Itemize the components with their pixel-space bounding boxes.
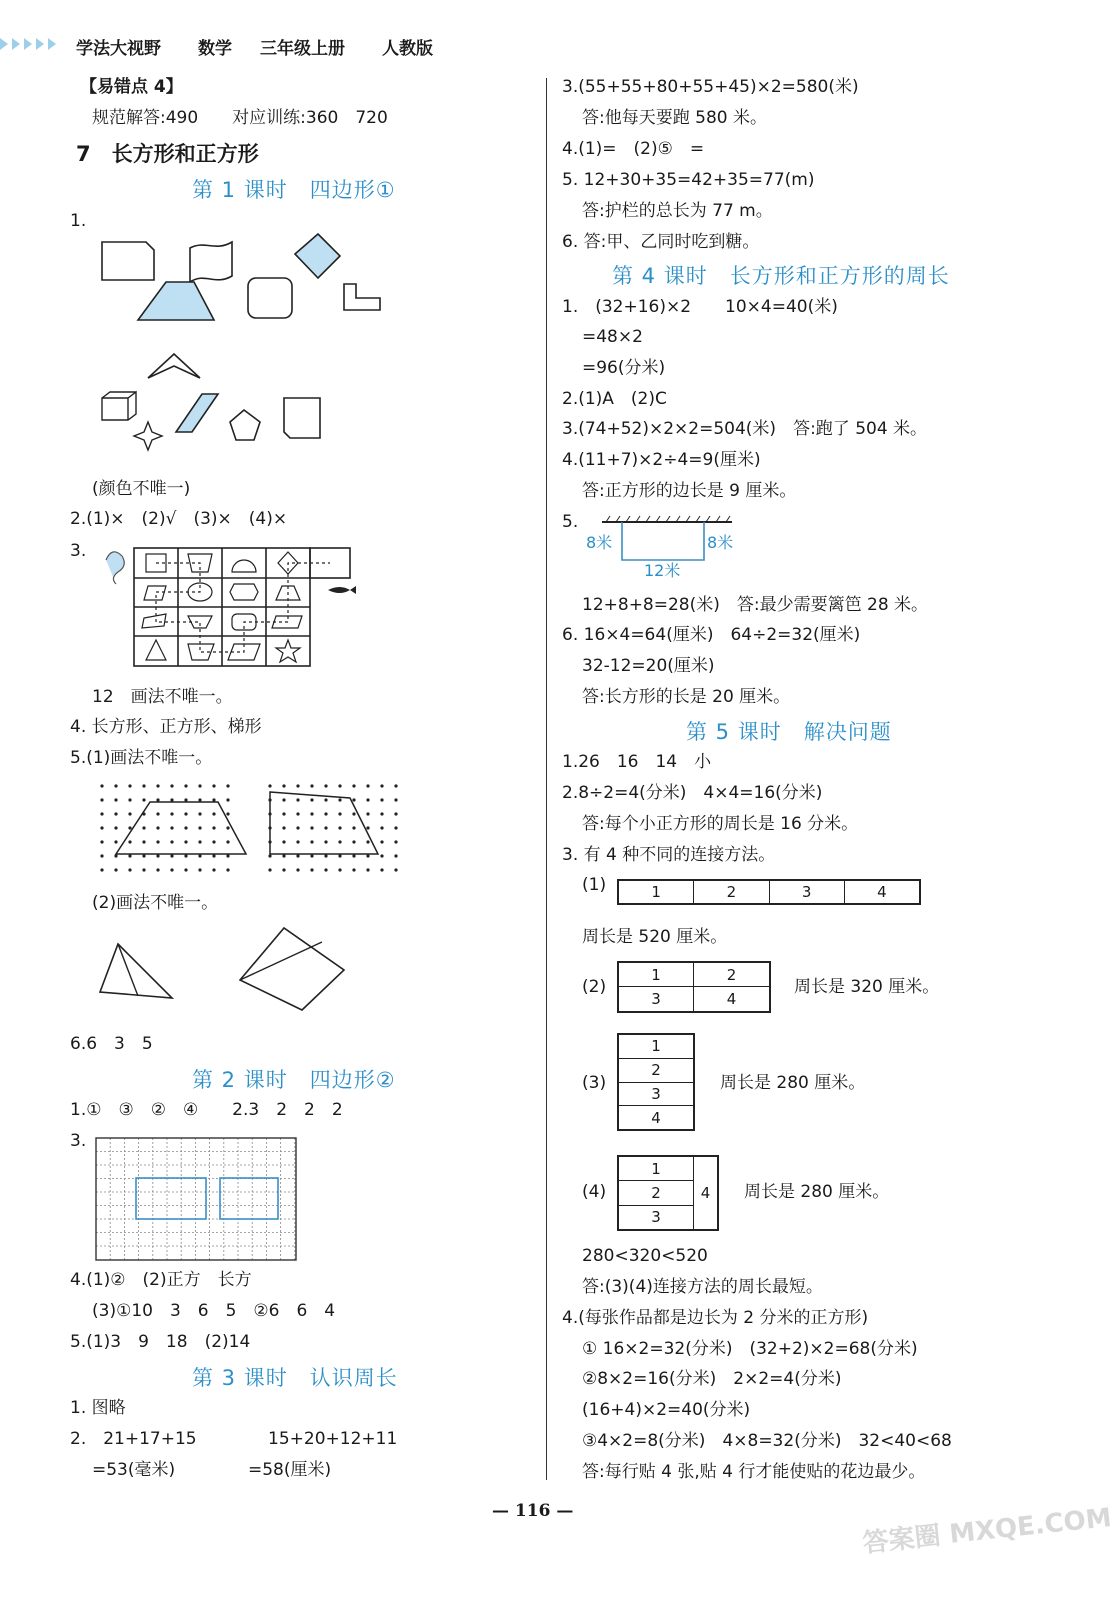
grid-dot [198, 854, 201, 857]
l1-q1: 1. [70, 211, 87, 231]
arrangement-1 [617, 879, 921, 905]
grid-dot [100, 868, 103, 871]
l1-q5b: (2)画法不唯一。 [92, 893, 219, 913]
grid-dot [226, 798, 229, 801]
grid-dot [114, 812, 117, 815]
l2-q3: 3. [70, 1131, 87, 1151]
watermark: 答案圈 MXQE.COM [861, 1503, 1113, 1559]
grid-dot [128, 812, 131, 815]
grid-dot [296, 812, 299, 815]
l3-q2b: 15+20+12+11 [268, 1429, 398, 1449]
l2-q4b: (3)①10 3 6 5 ②6 6 4 [92, 1301, 336, 1321]
grid-dot [310, 812, 313, 815]
l5-q4-1: ① 16×2=32(分米) (32+2)×2=68(分米) [582, 1339, 918, 1359]
grid-cell: 1 [619, 963, 694, 987]
grid-dot [156, 812, 159, 815]
arrangement-3 [617, 1033, 695, 1131]
l4-q5-side-left: 8米 [586, 533, 613, 552]
grid-cell: 1 [619, 1157, 693, 1181]
grid-dot [226, 784, 229, 787]
grid-dot [296, 868, 299, 871]
l5-q4-4: ③4×2=8(分米) 4×8=32(分米) 32<40<68 [582, 1431, 952, 1451]
grid-dot [338, 812, 341, 815]
grid-dot [212, 854, 215, 857]
grid-dot [338, 784, 341, 787]
l4-q6a: 6. 16×4=64(厘米) 64÷2=32(厘米) [562, 625, 861, 645]
grid-dot [282, 826, 285, 829]
grid-dot [394, 784, 397, 787]
grid-dot [394, 798, 397, 801]
grid-dot [324, 826, 327, 829]
grid-dot [156, 840, 159, 843]
grid-dot [170, 868, 173, 871]
chapter-title: 7 长方形和正方形 [76, 142, 259, 166]
l1-q2: 2.(1)× (2)√ (3)× (4)× [70, 509, 288, 529]
grid-dot [324, 784, 327, 787]
grid-dot [114, 854, 117, 857]
grid-dot [198, 826, 201, 829]
grid-dot [268, 784, 271, 787]
grid-dot [128, 798, 131, 801]
grid-dot [310, 798, 313, 801]
grid-dot [114, 826, 117, 829]
grid-dot [380, 826, 383, 829]
grid-dot [380, 854, 383, 857]
grid-dot [114, 798, 117, 801]
l1-q5-dotgrid [92, 778, 402, 878]
grid-dot [212, 812, 215, 815]
l5-q2-ans: 答:每个小正方形的周长是 16 分米。 [582, 814, 859, 834]
grid-dot [282, 840, 285, 843]
grid-dot [212, 868, 215, 871]
grid-dot [282, 868, 285, 871]
grid-dot [352, 798, 355, 801]
grid-cell: 1 [619, 1035, 693, 1059]
l5-q4-ans: 答:每行贴 4 张,贴 4 行才能使贴的花边最少。 [582, 1462, 926, 1482]
grid-dot [310, 868, 313, 871]
r-q3-ans: 答:他每天要跑 580 米。 [582, 108, 767, 128]
grid-dot [142, 798, 145, 801]
l4-q5: 5. [562, 512, 579, 532]
arrows-icon [0, 36, 70, 52]
l4-q3: 3.(74+52)×2×2=504(米) 答:跑了 504 米。 [562, 419, 928, 439]
grid-dot [128, 868, 131, 871]
grid-dot [324, 868, 327, 871]
grid-dot [142, 840, 145, 843]
grid-dot [352, 840, 355, 843]
grid-dot [352, 868, 355, 871]
grid-dot [366, 784, 369, 787]
l5-q4-3: (16+4)×2=40(分米) [582, 1400, 751, 1420]
grid-dot [282, 854, 285, 857]
grid-dot [268, 868, 271, 871]
l2-q4a: 4.(1)② (2)正方 长方 [70, 1270, 252, 1290]
l4-q5-calc: 12+8+8=28(米) 答:最少需要篱笆 28 米。 [582, 595, 929, 615]
l4-q6b: 32-12=20(厘米) [582, 656, 715, 676]
l4-q6-ans: 答:长方形的长是 20 厘米。 [582, 687, 791, 707]
l1-q5b-shapes [96, 922, 356, 1012]
grid-dot [394, 840, 397, 843]
grid-cell: 3 [619, 1083, 693, 1107]
grid-dot [296, 826, 299, 829]
lesson5-title: 第 5 课时 解决问题 [686, 720, 892, 744]
l4-q4-ans: 答:正方形的边长是 9 厘米。 [582, 481, 797, 501]
l5-q3-p2-ans: 周长是 320 厘米。 [794, 977, 940, 997]
grid-dot [170, 784, 173, 787]
grid-dot [394, 826, 397, 829]
l3-q2a: 2. 21+17+15 [70, 1429, 197, 1449]
grid-dot [100, 812, 103, 815]
grid-cell: 2 [694, 963, 769, 987]
grid-cell: 4 [877, 883, 887, 901]
grid-dot [338, 868, 341, 871]
grid-dot [338, 798, 341, 801]
l2-q3-grid [94, 1136, 300, 1264]
l5-q3-p3: (3) [582, 1073, 607, 1093]
grid-dot [184, 854, 187, 857]
r-q5: 5. 12+30+35=42+35=77(m) [562, 170, 815, 190]
grid-dot [296, 784, 299, 787]
grid-dot [282, 798, 285, 801]
l1-q3: 3. [70, 541, 87, 561]
l4-q1c: =96(分米) [582, 358, 666, 378]
grid-dot [156, 784, 159, 787]
grid-dot [380, 798, 383, 801]
grid-dot [198, 784, 201, 787]
grid-dot [156, 826, 159, 829]
l5-q3-p3-ans: 周长是 280 厘米。 [720, 1073, 866, 1093]
l3-q1: 1. 图略 [70, 1398, 126, 1418]
l5-q3-p4-ans: 周长是 280 厘米。 [744, 1182, 890, 1202]
arrangement-4 [617, 1155, 719, 1231]
r-q4: 4.(1)= (2)⑤ = [562, 139, 705, 159]
grid-dot [226, 840, 229, 843]
grid-dot [128, 826, 131, 829]
lesson4-title: 第 4 课时 长方形和正方形的周长 [612, 264, 950, 288]
grid-dot [394, 868, 397, 871]
grid-dot [100, 840, 103, 843]
grid-dot [352, 784, 355, 787]
grid-dot [212, 798, 215, 801]
grid-dot [212, 826, 215, 829]
l5-q3-p1-ans: 周长是 520 厘米。 [582, 927, 728, 947]
grid-dot [170, 812, 173, 815]
lesson1-title: 第 1 课时 四边形① [192, 178, 396, 202]
grid-dot [310, 854, 313, 857]
grid-dot [296, 854, 299, 857]
grid-dot [114, 868, 117, 871]
l5-q3-p2: (2) [582, 977, 607, 997]
grid-dot [170, 826, 173, 829]
grid-dot [184, 812, 187, 815]
grid-cell: 4 [726, 990, 737, 1008]
grid-dot [310, 784, 313, 787]
column-divider [546, 78, 547, 1480]
grid-dot [156, 868, 159, 871]
grid-dot [142, 784, 145, 787]
grid-dot [128, 784, 131, 787]
grid-dot [352, 826, 355, 829]
grid-dot [226, 812, 229, 815]
l3-q2c: =53(毫米) [92, 1460, 176, 1480]
l4-q1a: 1. (32+16)×2 10×4=40(米) [562, 297, 838, 317]
grid-dot [324, 840, 327, 843]
l4-q1b: =48×2 [582, 327, 643, 347]
grid-dot [380, 812, 383, 815]
lesson2-title: 第 2 课时 四边形② [192, 1068, 396, 1092]
grid-dot [366, 840, 369, 843]
grid-dot [100, 798, 103, 801]
grid-cell: 2 [619, 1059, 693, 1083]
l5-q4: 4.(每张作品都是边长为 2 分米的正方形) [562, 1308, 869, 1328]
grid-dot [198, 812, 201, 815]
grid-dot [352, 812, 355, 815]
header-series: 学法大视野 [76, 39, 161, 59]
grid-dot [114, 784, 117, 787]
grid-dot [226, 868, 229, 871]
grid-dot [338, 840, 341, 843]
page-number: — 116 — [492, 1501, 574, 1521]
header-edition: 人教版 [382, 39, 433, 59]
l4-q4: 4.(11+7)×2÷4=9(厘米) [562, 450, 761, 470]
grid-cell: 1 [619, 881, 694, 903]
l4-q5-side-right: 8米 [707, 533, 734, 552]
grid-dot [184, 798, 187, 801]
grid-dot [170, 840, 173, 843]
grid-dot [184, 840, 187, 843]
grid-cell: 3 [651, 1208, 661, 1227]
grid-dot [380, 784, 383, 787]
grid-cell: 3 [619, 987, 694, 1011]
grid-dot [212, 840, 215, 843]
grid-dot [394, 812, 397, 815]
r-q6: 6. 答:甲、乙同时吃到糖。 [562, 232, 760, 252]
l5-q1: 1.26 16 14 小 [562, 752, 712, 772]
grid-dot [366, 812, 369, 815]
l1-q5a: 5.(1)画法不唯一。 [70, 748, 213, 768]
grid-dot [380, 868, 383, 871]
grid-dot [352, 854, 355, 857]
grid-dot [170, 854, 173, 857]
grid-dot [226, 826, 229, 829]
grid-cell: 4 [651, 1108, 661, 1127]
err-line: 规范解答:490 对应训练:360 720 [92, 108, 388, 128]
l2-q1: 1.① ③ ② ④ 2.3 2 2 2 [70, 1100, 343, 1120]
l5-q3-ans: 答:(3)(4)连接方法的周长最短。 [582, 1277, 823, 1297]
grid-dot [324, 798, 327, 801]
grid-dot [338, 854, 341, 857]
grid-dot [310, 826, 313, 829]
header-grade: 三年级上册 [260, 39, 345, 59]
r-q5-ans: 答:护栏的总长为 77 m。 [582, 201, 773, 221]
grid-dot [142, 854, 145, 857]
grid-dot [394, 854, 397, 857]
lesson3-title: 第 3 课时 认识周长 [192, 1366, 398, 1390]
l5-q2: 2.8÷2=4(分米) 4×4=16(分米) [562, 783, 823, 803]
grid-dot [268, 854, 271, 857]
grid-dot [324, 812, 327, 815]
grid-dot [366, 854, 369, 857]
grid-cell: 2 [619, 1181, 693, 1205]
grid-dot [114, 840, 117, 843]
grid-dot [366, 798, 369, 801]
grid-dot [296, 798, 299, 801]
grid-dot [170, 798, 173, 801]
grid-dot [128, 840, 131, 843]
grid-dot [156, 798, 159, 801]
grid-dot [338, 826, 341, 829]
grid-dot [198, 798, 201, 801]
grid-dot [184, 826, 187, 829]
l1-q4: 4. 长方形、正方形、梯形 [70, 717, 262, 737]
l5-q3: 3. 有 4 种不同的连接方法。 [562, 845, 776, 865]
l1-q3-maze [92, 540, 362, 674]
grid-dot [100, 784, 103, 787]
l4-q2: 2.(1)A (2)C [562, 389, 667, 409]
l1-q1-note: (颜色不唯一) [92, 479, 191, 499]
l1-q6: 6.6 3 5 [70, 1034, 153, 1054]
l2-q5: 5.(1)3 9 18 (2)14 [70, 1332, 251, 1352]
r-q3: 3.(55+55+80+55+45)×2=580(米) [562, 77, 859, 97]
grid-cell: 4 [700, 1184, 711, 1202]
grid-dot [198, 868, 201, 871]
grid-dot [184, 784, 187, 787]
grid-dot [156, 854, 159, 857]
grid-dot [184, 868, 187, 871]
l5-q4-2: ②8×2=16(分米) 2×2=4(分米) [582, 1369, 842, 1389]
grid-dot [380, 840, 383, 843]
l4-q5-bottom: 12米 [644, 561, 681, 580]
grid-dot [142, 868, 145, 871]
grid-dot [100, 854, 103, 857]
header-subject: 数学 [198, 39, 232, 59]
l5-q3-p4: (4) [582, 1182, 607, 1202]
l1-q1-shapes [90, 226, 360, 456]
grid-dot [142, 826, 145, 829]
grid-dot [366, 868, 369, 871]
grid-dot [100, 826, 103, 829]
grid-cell: 2 [694, 881, 769, 903]
grid-dot [212, 784, 215, 787]
grid-dot [310, 840, 313, 843]
grid-dot [226, 854, 229, 857]
l1-q3-ans: 12 画法不唯一。 [92, 687, 233, 707]
grid-dot [282, 812, 285, 815]
l5-q3-cmp: 280<320<520 [582, 1246, 708, 1266]
err-title: 【易错点 4】 [80, 77, 183, 97]
grid-dot [366, 826, 369, 829]
l3-q2d: =58(厘米) [248, 1460, 332, 1480]
arrangement-2 [617, 961, 771, 1013]
grid-dot [128, 854, 131, 857]
grid-dot [296, 840, 299, 843]
grid-cell: 3 [770, 881, 845, 903]
grid-dot [324, 854, 327, 857]
grid-dot [198, 840, 201, 843]
l5-q3-p1: (1) [582, 875, 607, 895]
grid-dot [282, 784, 285, 787]
